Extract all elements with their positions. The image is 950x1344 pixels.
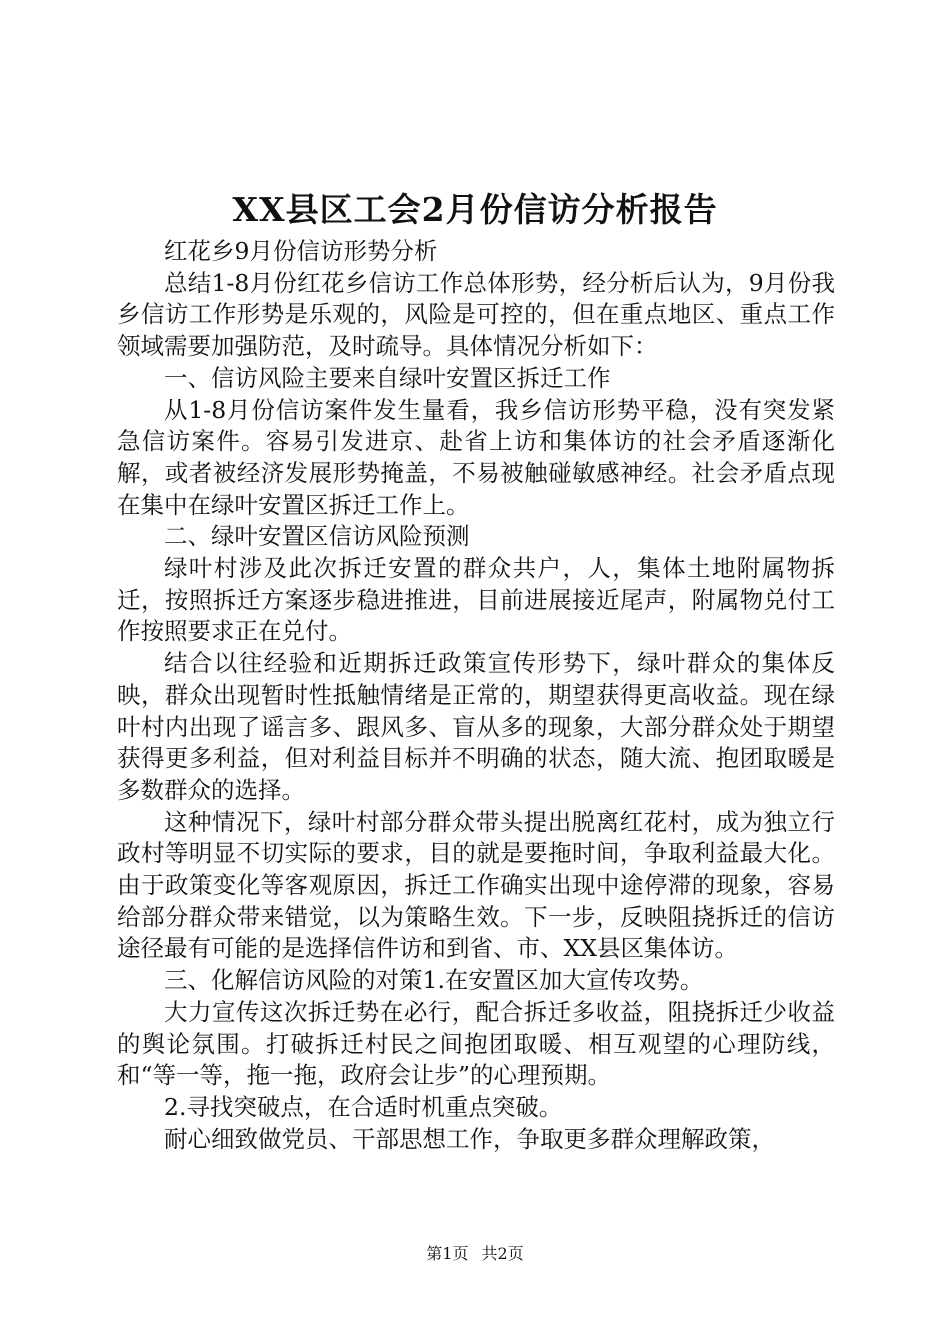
section-heading: 二、绿叶安置区信访风险预测 — [164, 522, 470, 551]
document-title: XX县区工会2月份信访分析报告 — [232, 190, 718, 229]
paragraph: 从1-8月份信访案件发生量看，我乡信访形势平稳，没有突发紧急信访案件。容易引发进京、赴省上访和集体访的社会矛盾逐渐化解，或者被经济发展形势掩盖，不易被触碰敏感神经。社会矛盾点现在集中在绿叶安置区拆迁工作上。 — [117, 395, 835, 519]
paragraph: 绿叶村涉及此次拆迁安置的群众共户，人，集体土地附属物拆迁，按照拆迁方案逐步稳进推进，目前进展接近尾声，附属物兑付工作按照要求正在兑付。 — [117, 554, 835, 646]
page-number-current: 第1页 — [426, 1244, 469, 1263]
page-number-total: 共2页 — [481, 1244, 524, 1263]
section-heading: 三、化解信访风险的对策1.在安置区加大宣传攻势。 — [164, 966, 704, 995]
sub-heading: 2.寻找突破点，在合适时机重点突破。 — [164, 1092, 563, 1121]
paragraph: 结合以往经验和近期拆迁政策宣传形势下，绿叶群众的集体反映，群众出现暂时性抵触情绪是正常的，期望获得更高收益。现在绿叶村内出现了谣言多、跟风多、盲从多的现象，大部分群众处于期望获得更多利益，但对利益目标并不明确的状态，随大流、抱团取暖是多数群众的选择。 — [117, 649, 835, 804]
section-heading: 一、信访风险主要来自绿叶安置区拆迁工作 — [164, 363, 611, 392]
paragraph: 大力宣传这次拆迁势在必行，配合拆迁多收益，阻挠拆迁少收益的舆论氛围。打破拆迁村民之间抱团取暖、相互观望的心理防线，和“等一等，拖一拖，政府会让步”的心理预期。 — [117, 997, 835, 1090]
paragraph: 总结1-8月份红花乡信访工作总体形势，经分析后认为，9月份我乡信访工作形势是乐观的，风险是可控的，但在重点地区、重点工作领域需要加强防范，及时疏导。具体情况分析如下： — [117, 268, 835, 361]
page-footer — [0, 1243, 950, 1265]
paragraph: 这种情况下，绿叶村部分群众带头提出脱离红花村，成为独立行政村等明显不切实际的要求，目的就是要拖时间，争取利益最大化。由于政策变化等客观原因，拆迁工作确实出现中途停滞的现象，容易给部分群众带来错觉，以为策略生效。下一步，反映阻挠拆迁的信访途径最有可能的是选择信件访和到省、市、XX县区集体访。 — [117, 807, 835, 963]
document-body — [117, 236, 835, 1155]
paragraph: 耐心细致做党员、干部思想工作，争取更多群众理解政策， — [164, 1124, 775, 1153]
paragraph-subtitle: 红花乡9月份信访形势分析 — [164, 237, 438, 265]
